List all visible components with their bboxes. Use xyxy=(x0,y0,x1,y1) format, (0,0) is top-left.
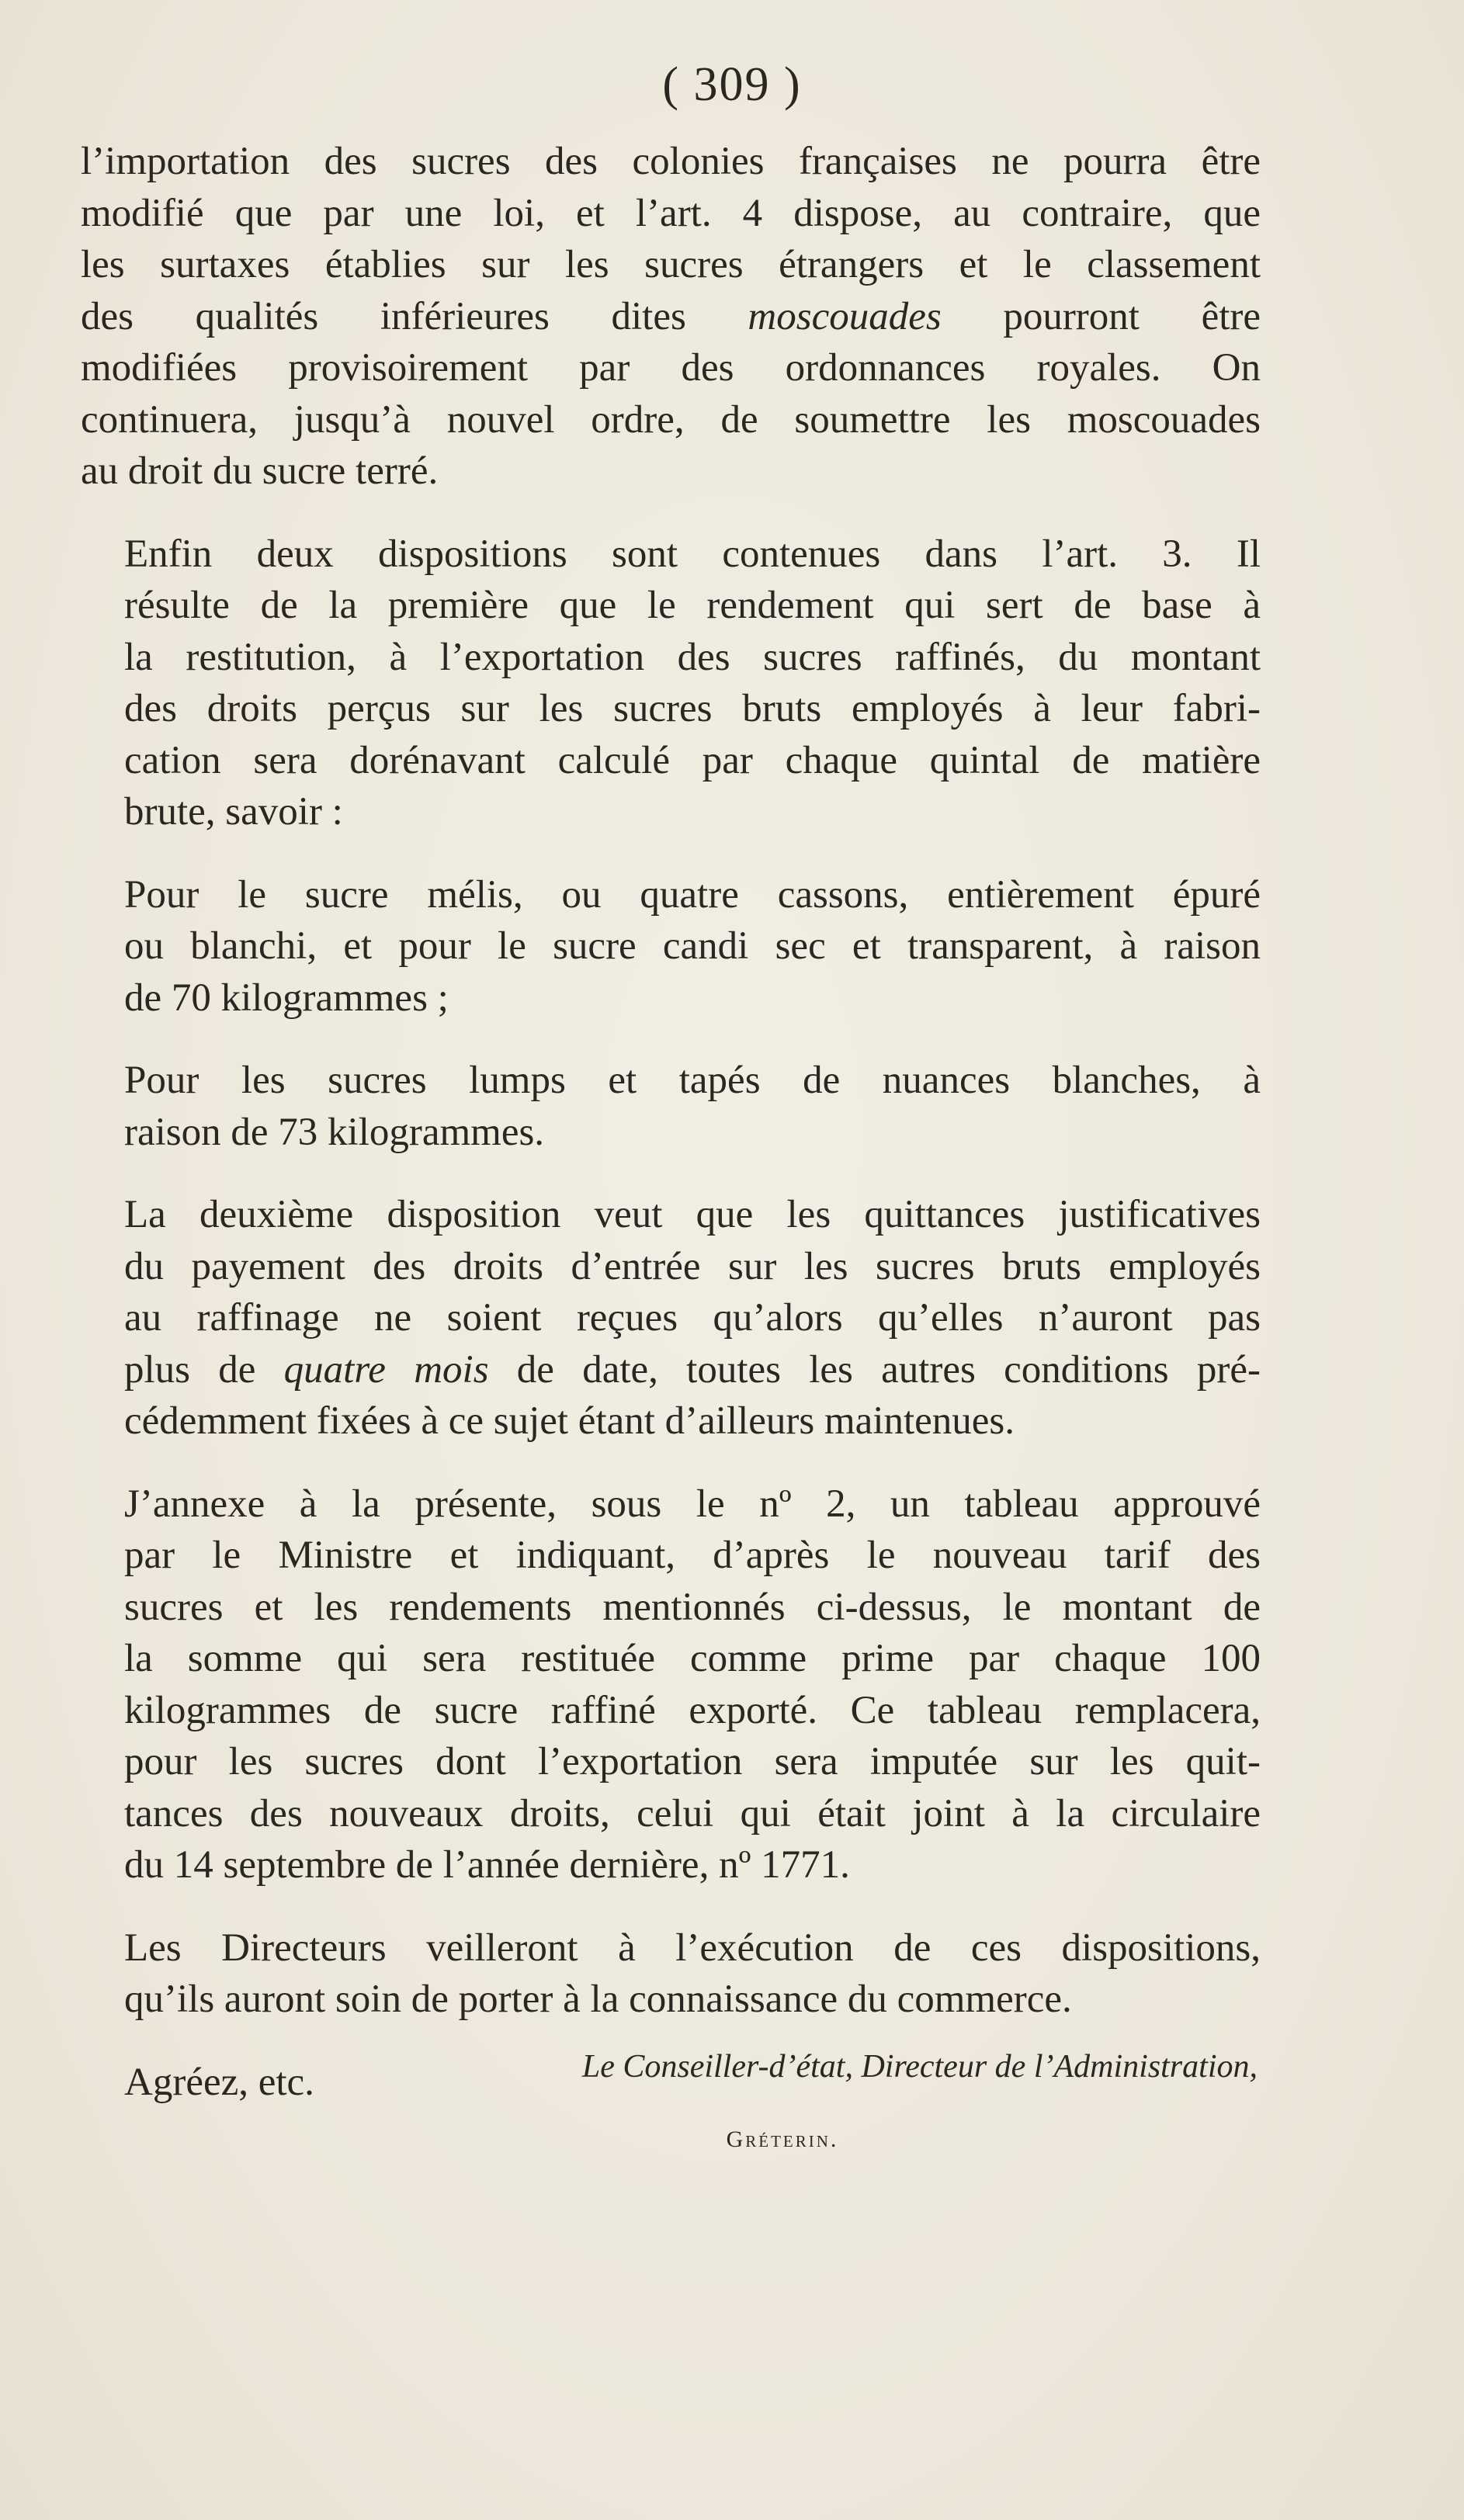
text-line: modifiées provisoirement par des ordonnances royales. On xyxy=(81,346,1261,390)
paragraph xyxy=(81,1055,1261,1158)
text-line: cation sera dorénavant calculé par chaque quintal de matière xyxy=(124,738,1261,782)
paragraph xyxy=(81,1922,1261,2026)
paragraph xyxy=(81,1478,1261,1891)
text-line: sucres et les rendements mentionnés ci-dessus, le montant de xyxy=(124,1585,1261,1629)
text-line: au raffinage ne soient reçues qu’alors qu’elles n’auront pas xyxy=(124,1296,1261,1340)
text-line: la somme qui sera restituée comme prime par chaque 100 xyxy=(124,1637,1261,1680)
text-line: du 14 septembre de l’année dernière, nº 1771. xyxy=(124,1843,850,1887)
italic-term: quatre mois xyxy=(283,1347,489,1392)
text-line: modifié que par une loi, et l’art. 4 dispose, au contraire, que xyxy=(81,191,1261,235)
text-line: J’annexe à la présente, sous le nº 2, un tableau approuvé xyxy=(124,1482,1261,1526)
text-line: l’importation des sucres des colonies françaises ne pourra être xyxy=(81,140,1261,183)
text-line: au droit du sucre terré. xyxy=(81,449,439,493)
body-text xyxy=(81,136,1261,2108)
signature-name: Gréterin. xyxy=(726,2127,839,2152)
paragraph xyxy=(81,529,1261,838)
text-line: brute, savoir : xyxy=(124,790,343,834)
text-line: Enfin deux dispositions sont contenues dans l’art. 3. Il xyxy=(124,532,1261,576)
signature-title: Le Conseiller-d’état, Directeur de l’Administration, xyxy=(581,2049,1258,2085)
text-line: la restitution, à l’exportation des sucres raffinés, du montant xyxy=(124,635,1261,679)
text-line: par le Ministre et indiquant, d’après le nouveau tarif des xyxy=(124,1534,1261,1577)
text-line: des droits perçus sur les sucres bruts employés à leur fabri- xyxy=(124,687,1261,730)
paragraph xyxy=(81,136,1261,497)
text-line: résulte de la première que le rendement qui sert de base à xyxy=(124,584,1261,627)
text-line: continuera, jusqu’à nouvel ordre, de soumettre les moscouades xyxy=(81,397,1261,442)
text-line: Pour le sucre mélis, ou quatre cassons, entièrement épuré xyxy=(124,872,1261,917)
text-line: La deuxième disposition veut que les quittances justificatives xyxy=(124,1193,1261,1236)
text-line: de 70 kilogrammes ; xyxy=(124,976,449,1020)
text-line: ou blanchi, et pour le sucre candi sec et transparent, à raison xyxy=(124,924,1261,968)
text-line: raison de 73 kilogrammes. xyxy=(124,1110,545,1154)
text-line: des qualités inférieures dites moscouades pourront être xyxy=(81,294,1261,338)
text-line: Agréez, etc. xyxy=(124,2060,314,2104)
text-line: les surtaxes établies sur les sucres étrangers et le classement xyxy=(81,243,1261,286)
paragraph xyxy=(81,869,1261,1024)
text-line: Pour les sucres lumps et tapés de nuances blanches, à xyxy=(124,1059,1261,1102)
paragraph xyxy=(81,1189,1261,1447)
page-number: ( 309 ) xyxy=(662,58,802,111)
text-line: Les Directeurs veilleront à l’exécution de ces dispositions, xyxy=(124,1926,1261,1970)
text-line: pour les sucres dont l’exportation sera imputée sur les quit- xyxy=(124,1740,1261,1783)
italic-term: moscouades xyxy=(748,294,942,338)
text-line: qu’ils auront soin de porter à la connaissance du commerce. xyxy=(124,1978,1072,2021)
text-line: cédemment fixées à ce sujet étant d’ailleurs maintenues. xyxy=(124,1399,1015,1443)
text-line: tances des nouveaux droits, celui qui était joint à la circulaire xyxy=(124,1791,1261,1835)
text-line: plus de quatre mois de date, toutes les autres conditions pré- xyxy=(124,1347,1261,1392)
text-line: kilogrammes de sucre raffiné exporté. Ce tableau remplacera, xyxy=(124,1688,1261,1732)
text-line: du payement des droits d’entrée sur les sucres bruts employés xyxy=(124,1244,1261,1288)
